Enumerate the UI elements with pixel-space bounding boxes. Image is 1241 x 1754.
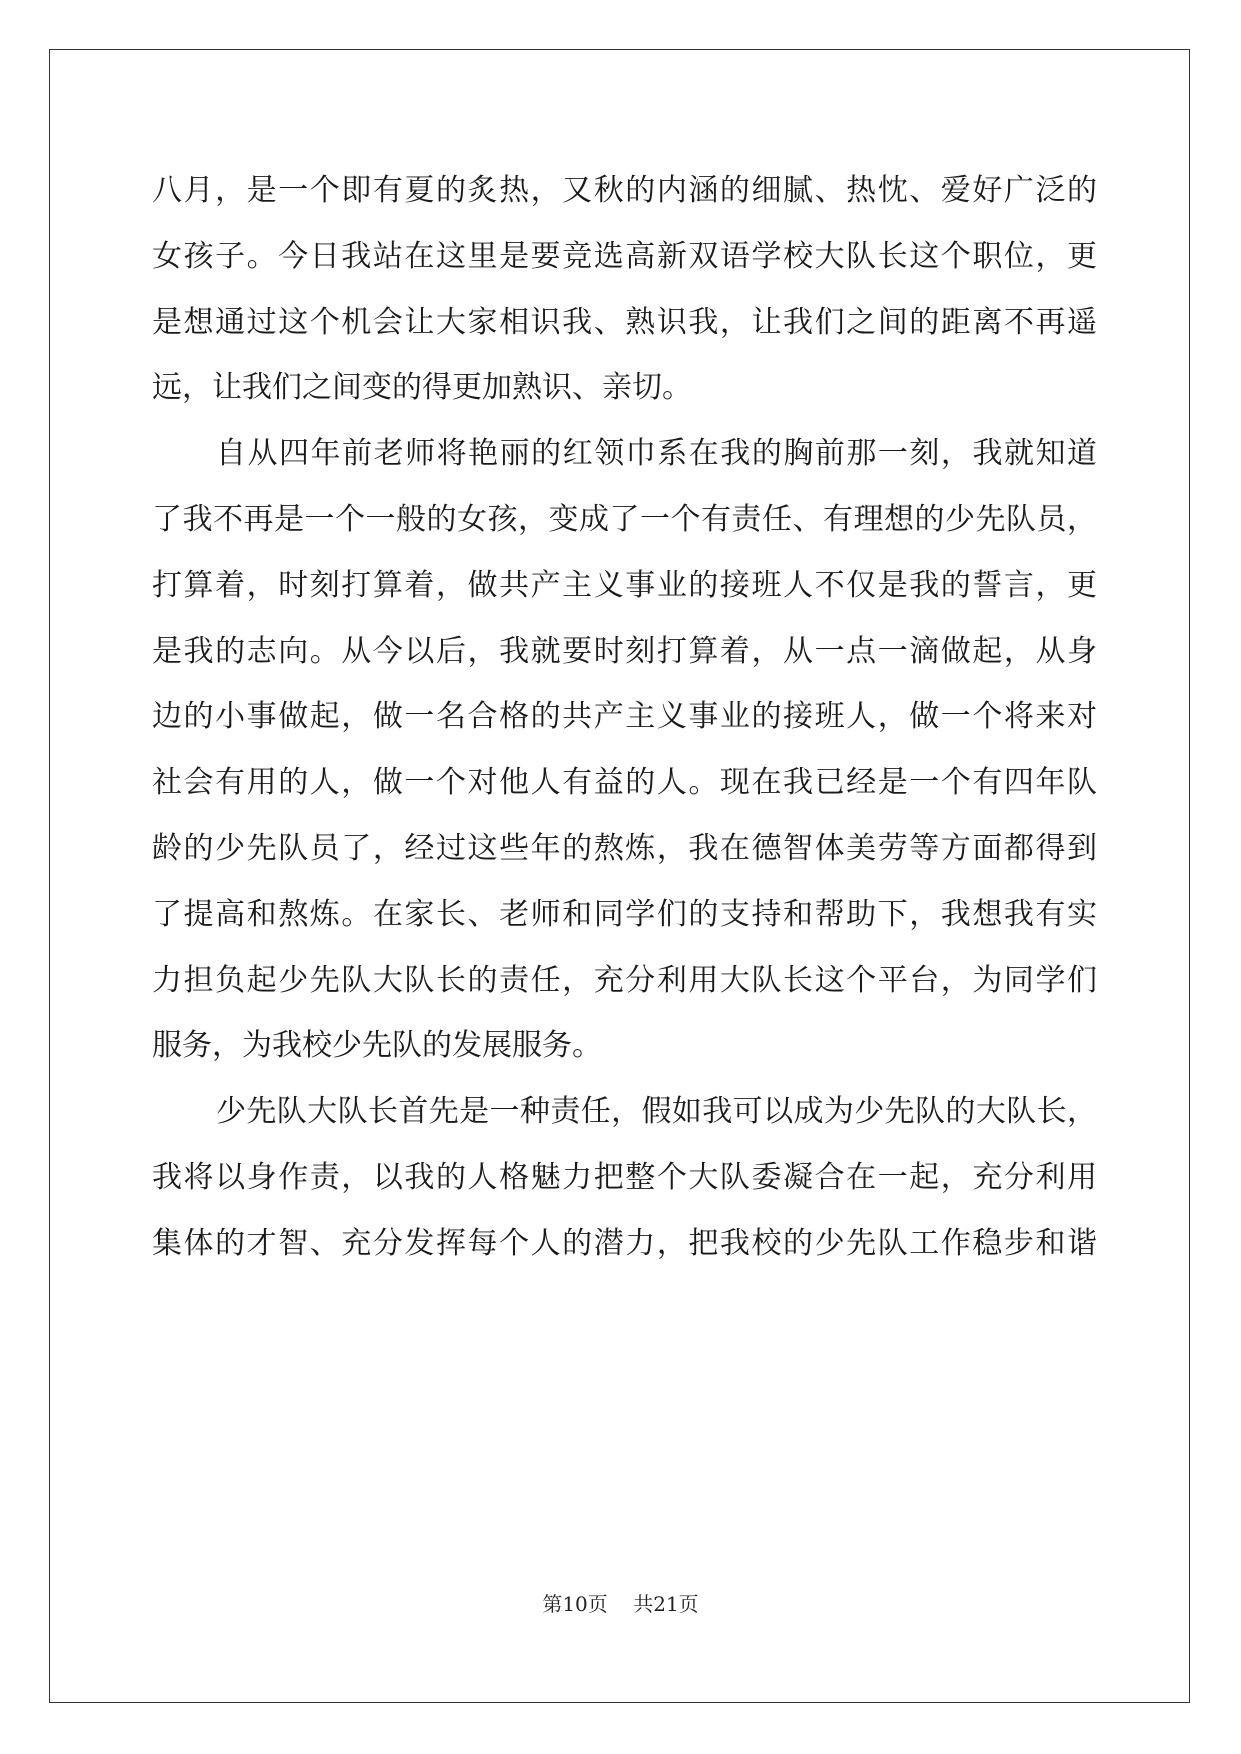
text-line: 远，让我们之间变的得更加熟识、亲切。 xyxy=(152,370,692,406)
current-page-number: 10 xyxy=(562,1592,588,1616)
page-number-suffix: 页 xyxy=(587,1592,608,1616)
text-line: 是想通过这个机会让大家相识我、熟识我，让我们之间的距离不再遥 xyxy=(152,304,1097,340)
text-line: 集体的才智、充分发挥每个人的潜力，把我校的少先队工作稳步和谐 xyxy=(152,1225,1097,1261)
text-line: 社会有用的人，做一个对他人有益的人。现在我已经是一个有四年队 xyxy=(152,765,1097,801)
total-pages-suffix: 页 xyxy=(678,1592,699,1616)
total-page-count: 21 xyxy=(653,1592,679,1616)
text-line: 服务，为我校少先队的发展服务。 xyxy=(152,1028,602,1064)
text-line: 了提高和熬炼。在家长、老师和同学们的支持和帮助下，我想我有实 xyxy=(152,896,1097,932)
text-line: 我将以身作责，以我的人格魅力把整个大队委凝合在一起，充分利用 xyxy=(152,1159,1097,1195)
total-pages-prefix: 共 xyxy=(633,1592,654,1616)
page-number-prefix: 第 xyxy=(542,1592,563,1616)
text-line: 龄的少先队员了，经过这些年的熬炼，我在德智体美劳等方面都得到 xyxy=(152,830,1097,866)
text-line: 力担负起少先队大队长的责任，充分利用大队长这个平台，为同学们 xyxy=(152,962,1097,998)
text-line: 打算着，时刻打算着，做共产主义事业的接班人不仅是我的誓言，更 xyxy=(152,567,1097,603)
document-body xyxy=(152,158,1097,1277)
text-line: 八月，是一个即有夏的炙热，又秋的内涵的细腻、热忱、爱好广泛的 xyxy=(152,173,1097,208)
text-line: 女孩子。今日我站在这里是要竞选高新双语学校大队长这个职位，更 xyxy=(152,238,1097,274)
text-line: 边的小事做起，做一名合格的共产主义事业的接班人，做一个将来对 xyxy=(152,699,1097,735)
text-line: 是我的志向。从今以后，我就要时刻打算着，从一点一滴做起，从身 xyxy=(152,633,1097,669)
page-footer xyxy=(0,1588,1241,1617)
text-line: 少先队大队长首先是一种责任，假如我可以成为少先队的大队长， xyxy=(216,1094,1097,1130)
text-line: 自从四年前老师将艳丽的红领巾系在我的胸前那一刻，我就知道 xyxy=(216,436,1097,472)
text-line: 了我不再是一个一般的女孩，变成了一个有责任、有理想的少先队员， xyxy=(152,501,1097,537)
